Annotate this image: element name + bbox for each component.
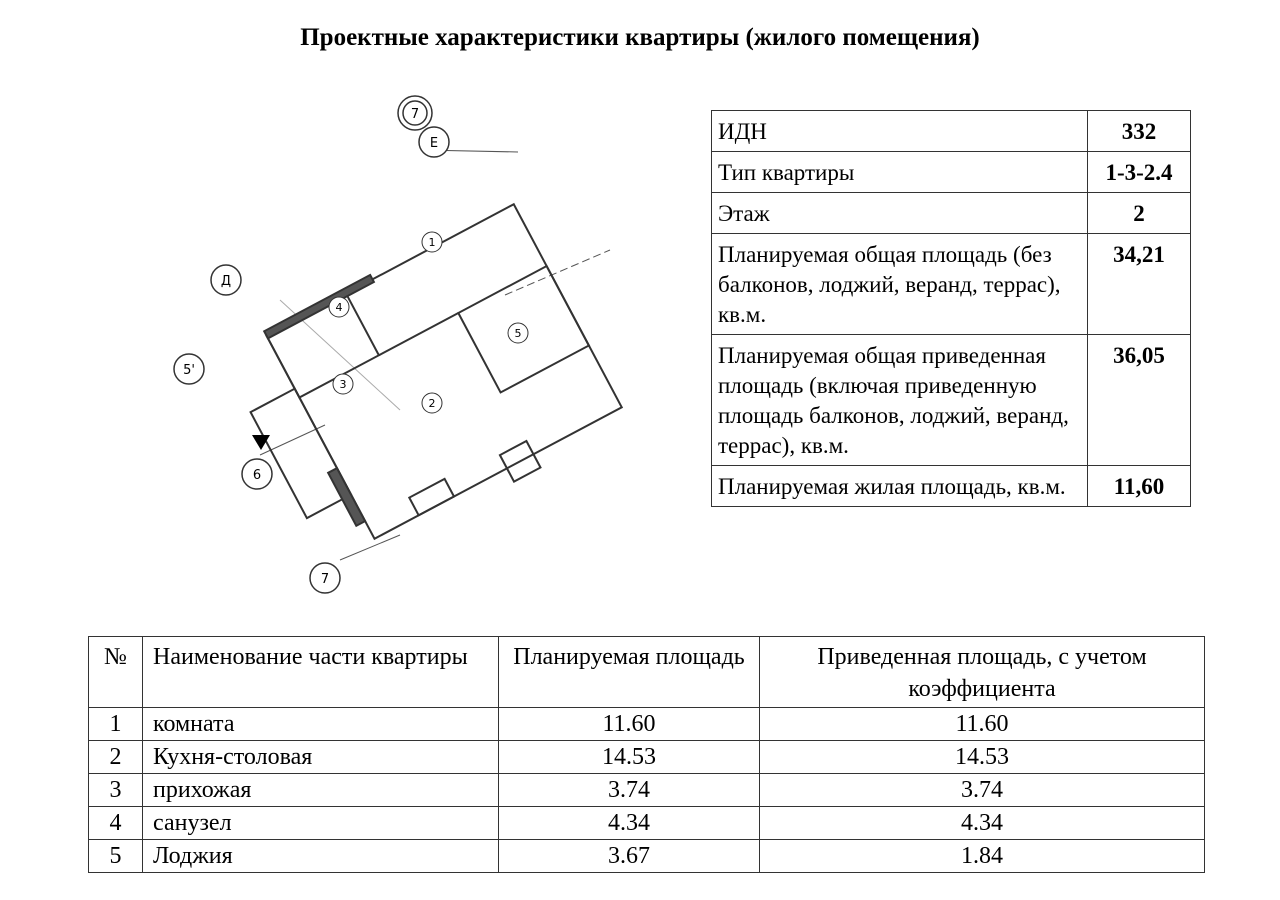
spec-label: Планируемая общая приведенная площадь (включая приведенную площадь балконов, лоджий, веранд, террас), кв.м. xyxy=(712,335,1088,466)
cell-name: санузел xyxy=(143,807,499,840)
header-num: № xyxy=(89,637,143,708)
cell-name: Кухня-столовая xyxy=(143,741,499,774)
spec-label: Этаж xyxy=(712,193,1088,234)
room-number: 5 xyxy=(514,327,522,340)
cell-area: 4.34 xyxy=(499,807,760,840)
table-row xyxy=(89,807,1205,840)
table-row xyxy=(89,708,1205,741)
spec-value: 34,21 xyxy=(1088,234,1191,335)
axis-label: 7 xyxy=(320,572,330,587)
table-row xyxy=(89,741,1205,774)
room-number: 1 xyxy=(428,236,436,249)
cell-num: 2 xyxy=(89,741,143,774)
room-number: 3 xyxy=(339,378,347,391)
room-number: 4 xyxy=(335,301,343,314)
cell-reduced: 11.60 xyxy=(760,708,1205,741)
cell-name: прихожая xyxy=(143,774,499,807)
cell-area: 3.74 xyxy=(499,774,760,807)
spec-value: 332 xyxy=(1088,111,1191,152)
axis-label: 6 xyxy=(252,468,262,483)
spec-label: Планируемая общая площадь (без балконов, лоджий, веранд, террас), кв.м. xyxy=(712,234,1088,335)
spec-row xyxy=(712,193,1191,234)
rooms-header-row xyxy=(89,637,1205,708)
header-name: Наименование части квартиры xyxy=(143,637,499,708)
room-number: 2 xyxy=(428,397,436,410)
axis-label: Д xyxy=(220,274,232,289)
page-title: Проектные характеристики квартиры (жилого помещения) xyxy=(300,24,980,51)
cell-name: комната xyxy=(143,708,499,741)
spec-table xyxy=(711,110,1191,507)
spec-row xyxy=(712,152,1191,193)
cell-num: 3 xyxy=(89,774,143,807)
table-row xyxy=(89,840,1205,873)
cell-area: 11.60 xyxy=(499,708,760,741)
axis-label: Е xyxy=(429,136,439,151)
spec-value: 11,60 xyxy=(1088,466,1191,507)
header-reduced: Приведенная площадь, с учетом коэффициента xyxy=(760,637,1205,708)
axis-label: 5' xyxy=(183,363,195,378)
cell-num: 4 xyxy=(89,807,143,840)
axis-label: 7 xyxy=(410,107,420,122)
cell-reduced: 1.84 xyxy=(760,840,1205,873)
rooms-table xyxy=(88,636,1205,873)
cell-area: 14.53 xyxy=(499,741,760,774)
cell-reduced: 14.53 xyxy=(760,741,1205,774)
cell-reduced: 3.74 xyxy=(760,774,1205,807)
spec-value: 1-3-2.4 xyxy=(1088,152,1191,193)
floor-plan xyxy=(160,90,640,610)
cell-num: 5 xyxy=(89,840,143,873)
spec-row xyxy=(712,111,1191,152)
spec-label: Планируемая жилая площадь, кв.м. xyxy=(712,466,1088,507)
cell-reduced: 4.34 xyxy=(760,807,1205,840)
spec-value: 36,05 xyxy=(1088,335,1191,466)
cell-area: 3.67 xyxy=(499,840,760,873)
header-area: Планируемая площадь xyxy=(499,637,760,708)
cell-name: Лоджия xyxy=(143,840,499,873)
spec-value: 2 xyxy=(1088,193,1191,234)
spec-label: Тип квартиры xyxy=(712,152,1088,193)
spec-row xyxy=(712,234,1191,335)
spec-label: ИДН xyxy=(712,111,1088,152)
cell-num: 1 xyxy=(89,708,143,741)
table-row xyxy=(89,774,1205,807)
spec-row xyxy=(712,466,1191,507)
spec-row xyxy=(712,335,1191,466)
